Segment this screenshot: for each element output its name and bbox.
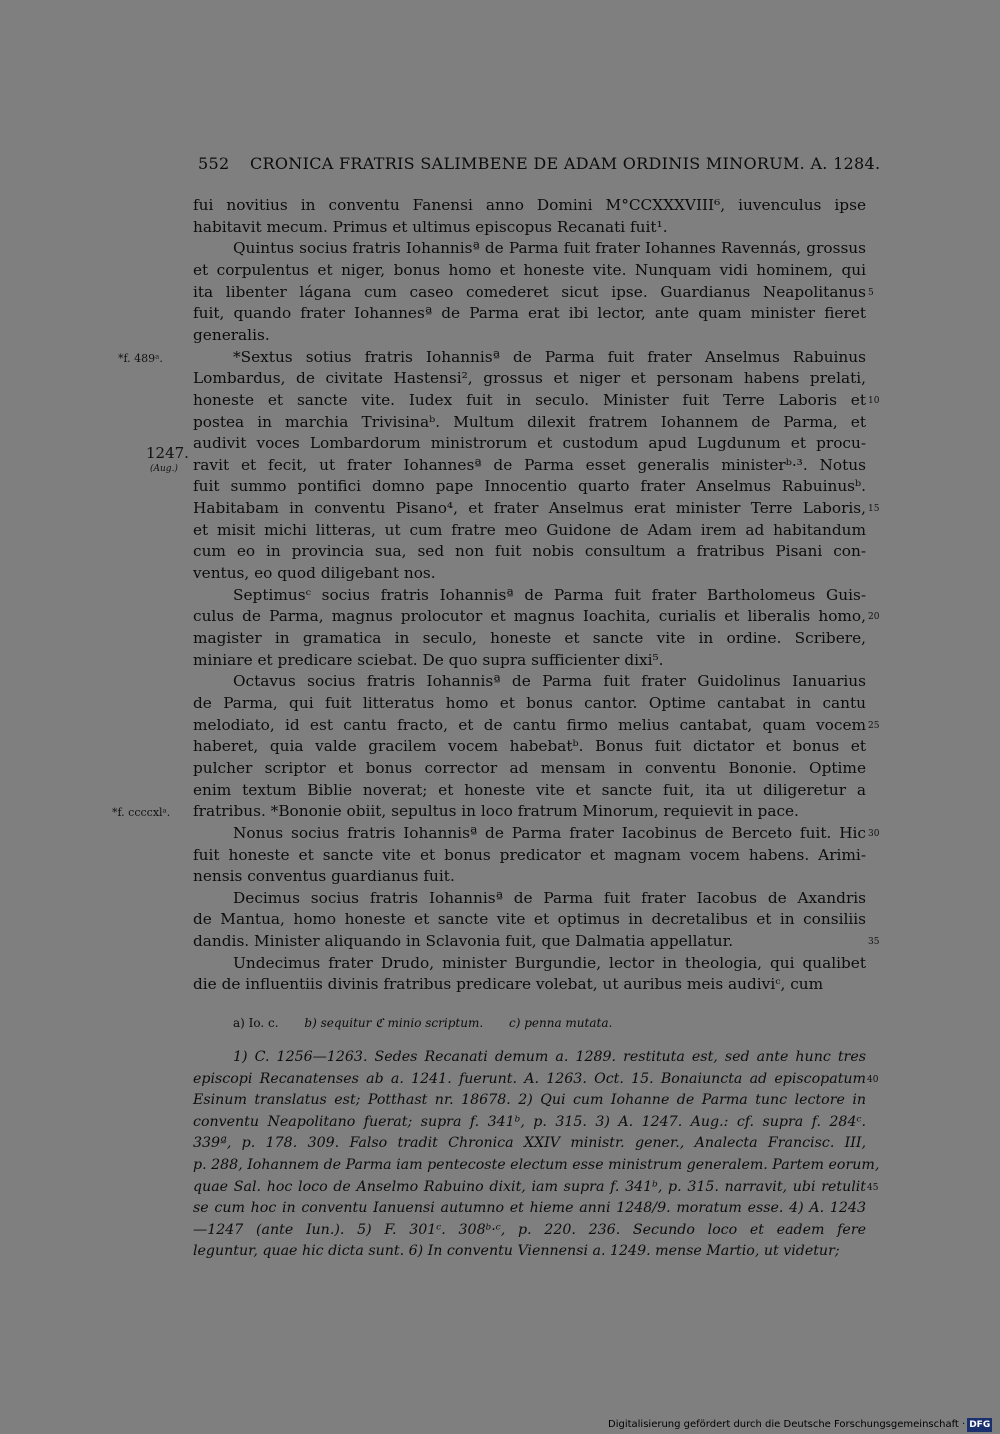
text-line: Undecimus frater Drudo, minister Burgundie, lector in theologia, qui qualibet bbox=[233, 953, 866, 972]
text-line: ita libenter lágana cum caseo comederet sicut ipse. Guardianus Neapolitanus bbox=[193, 282, 866, 301]
margin-year-note: 1247. bbox=[146, 444, 189, 462]
text-line: Octavus socius fratris Iohannisª de Parma fuit frater Guidolinus Ianuarius bbox=[233, 672, 866, 691]
text-line: Nonus socius fratris Iohannisª de Parma frater Iacobinus de Berceto fuit. Hic bbox=[233, 823, 866, 842]
footnote-line: —1247 (ante Iun.). 5) F. 301ᶜ. 308ᵇ·ᶜ, p. 220. 236. Secundo loco et eadem fere bbox=[193, 1221, 866, 1238]
footnote-line-number: 45 bbox=[867, 1182, 879, 1193]
footnote-line: conventu Neapolitano fuerat; supra f. 341ᵇ, p. 315. 3) A. 1247. Aug.: cf. supra f. 284ᶜ. bbox=[193, 1113, 866, 1130]
footnote-line: leguntur, quae hic dicta sunt. 6) In conventu Viennensi a. 1249. mense Martio, ut videtur; bbox=[193, 1243, 840, 1260]
margin-folio-note: *f. 489ᵃ. bbox=[118, 352, 163, 365]
text-line: fuit summo pontifici domno pape Innocentio quarto frater Anselmus Rabuinusᵇ. bbox=[193, 477, 866, 496]
text-line: dandis. Minister aliquando in Sclavonia fuit, que Dalmatia appellatur. bbox=[193, 932, 734, 951]
text-line: postea in marchia Trivisinaᵇ. Multum dilexit fratrem Iohannem de Parma, et bbox=[193, 412, 866, 431]
line-number: 20 bbox=[868, 612, 880, 623]
apparatus-note: c) penna mutata. bbox=[508, 1016, 613, 1030]
text-line: honeste et sancte vite. Iudex fuit in seculo. Minister fuit Terre Laboris et bbox=[193, 390, 866, 409]
text-line: fui novitius in conventu Fanensi anno Domini M°CCXXXVIII⁶, iuvenculus ipse bbox=[193, 196, 866, 214]
footnote-line: se cum hoc in conventu Ianuensi autumno et hieme anni 1248/9. moratum esse. 4) A. 1243 bbox=[193, 1200, 866, 1217]
text-line: enim textum Biblie noverat; et honeste vite et sancte fuit, ita ut diligeretur a bbox=[193, 780, 866, 799]
text-line: *Sextus sotius fratris Iohannisª de Parma fuit frater Anselmus Rabuinus bbox=[233, 347, 866, 366]
line-number: 35 bbox=[868, 937, 880, 948]
text-line: melodiato, id est cantu fracto, et de cantu firmo melius cantabat, quam vocem bbox=[193, 715, 866, 734]
credit-text: Digitalisierung gefördert durch die Deutsche Forschungsgemeinschaft · bbox=[608, 1419, 966, 1430]
text-line: et misit michi litteras, ut cum fratre meo Guidone de Adam irem ad habitandum bbox=[193, 520, 866, 539]
critical-apparatus bbox=[233, 1015, 634, 1031]
line-number: 5 bbox=[868, 287, 874, 298]
text-line: die de influentiis divinis fratribus predicare volebat, ut auribus meis audiviᶜ, cum bbox=[193, 975, 824, 994]
text-line: Decimus socius fratris Iohannisª de Parma fuit frater Iacobus de Axandris bbox=[233, 888, 866, 907]
text-line: magister in gramatica in seculo, honeste et sancte vite in ordine. Scribere, bbox=[193, 629, 866, 647]
text-line: Septimusᶜ socius fratris Iohannisª de Parma fuit frater Bartholomeus Guis- bbox=[233, 585, 866, 604]
text-line: de Mantua, homo honeste et sancte vite et optimus in decretalibus et in consiliis bbox=[193, 910, 866, 929]
page-number: 552 bbox=[198, 154, 230, 173]
text-line: audivit voces Lombardorum ministrorum et custodum apud Lugdunum et procu- bbox=[193, 434, 866, 453]
margin-folio-note: *f. ccccxlᵃ. bbox=[112, 806, 171, 819]
dfg-logo: DFG bbox=[969, 1420, 991, 1430]
text-line: cum eo in provincia sua, sed non fuit nobis consultum a fratribus Pisani con- bbox=[193, 542, 866, 561]
line-number: 30 bbox=[868, 828, 880, 839]
footnote-line: episcopi Recanatenses ab a. 1241. fuerunt. A. 1263. Oct. 15. Bonaiuncta ad episcopatum bbox=[193, 1070, 866, 1087]
text-line: pulcher scriptor et bonus corrector ad mensam in conventu Bononie. Optime bbox=[193, 758, 866, 777]
footnote-line: Esinum translatus est; Potthast nr. 18678. 2) Qui cum Iohanne de Parma tunc lectore in bbox=[193, 1092, 866, 1109]
text-line: et corpulentus et niger, bonus homo et honeste vite. Nunquam vidi hominem, qui bbox=[193, 260, 866, 279]
footnote-line: 1) C. 1256—1263. Sedes Recanati demum a. 1289. restituta est, sed ante hunc tres bbox=[233, 1049, 866, 1065]
apparatus-note: a) Io. c. bbox=[233, 1016, 279, 1030]
footnote-line-number: 40 bbox=[867, 1074, 879, 1085]
footnote-line: quae Sal. hoc loco de Anselmo Rabuino dixit, iam supra f. 341ᵇ, p. 315. narravit, ubi retulit bbox=[193, 1178, 866, 1195]
digitization-credit bbox=[608, 1418, 992, 1432]
text-line: habitavit mecum. Primus et ultimus episcopus Recanati fuit¹. bbox=[193, 217, 668, 236]
text-line: fuit honeste et sancte vite et bonus predicator et magnam vocem habens. Arimi- bbox=[193, 845, 866, 864]
text-line: culus de Parma, magnus prolocutor et magnus Ioachita, curialis et liberalis homo, bbox=[193, 607, 866, 626]
text-line: Habitabam in conventu Pisano⁴, et frater Anselmus erat minister Terre Laboris, bbox=[193, 499, 866, 518]
line-number: 25 bbox=[868, 720, 880, 731]
line-number: 10 bbox=[868, 395, 880, 406]
line-number: 15 bbox=[868, 504, 880, 515]
text-line: Quintus socius fratris Iohannisª de Parma fuit frater Iohannes Ravennás, grossus bbox=[233, 239, 866, 258]
text-line: ravit et fecit, ut frater Iohannesª de Parma esset generalis ministerᵇ·³. Notus bbox=[193, 455, 866, 474]
margin-month-note: (Aug.) bbox=[150, 464, 178, 474]
text-line: ventus, eo quod diligebant nos. bbox=[193, 564, 436, 583]
text-line: fuit, quando frater Iohannesª de Parma erat ibi lector, ante quam minister fieret bbox=[193, 304, 866, 323]
running-title: CRONICA FRATRIS SALIMBENE DE ADAM ORDINIS MINORUM. A. 1284. bbox=[250, 154, 881, 173]
text-line: miniare et predicare sciebat. De quo supra sufficienter dixi⁵. bbox=[193, 650, 664, 669]
apparatus-note: b) sequitur ℭ minio scriptum. bbox=[304, 1016, 484, 1030]
text-line: de Parma, qui fuit litteratus homo et bonus cantor. Optime cantabat in cantu bbox=[193, 693, 866, 712]
text-line: generalis. bbox=[193, 325, 270, 344]
text-line: fratribus. *Bononie obiit, sepultus in loco fratrum Minorum, requievit in pace. bbox=[193, 802, 799, 821]
text-line: Lombardus, de civitate Hastensi², grossus et niger et personam habens prelati, bbox=[193, 369, 866, 388]
footnote-line: 339ª, p. 178. 309. Falso tradit Chronica XXIV ministr. gener., Analecta Francisc. III, bbox=[193, 1135, 866, 1152]
running-header bbox=[198, 154, 881, 178]
text-line: haberet, quia valde gracilem vocem habebatᵇ. Bonus fuit dictator et bonus et bbox=[193, 737, 866, 756]
text-line: nensis conventus guardianus fuit. bbox=[193, 867, 455, 886]
footnote-line: p. 288, Iohannem de Parma iam pentecoste electum esse ministrum generalem. Partem eorum, bbox=[193, 1157, 880, 1173]
